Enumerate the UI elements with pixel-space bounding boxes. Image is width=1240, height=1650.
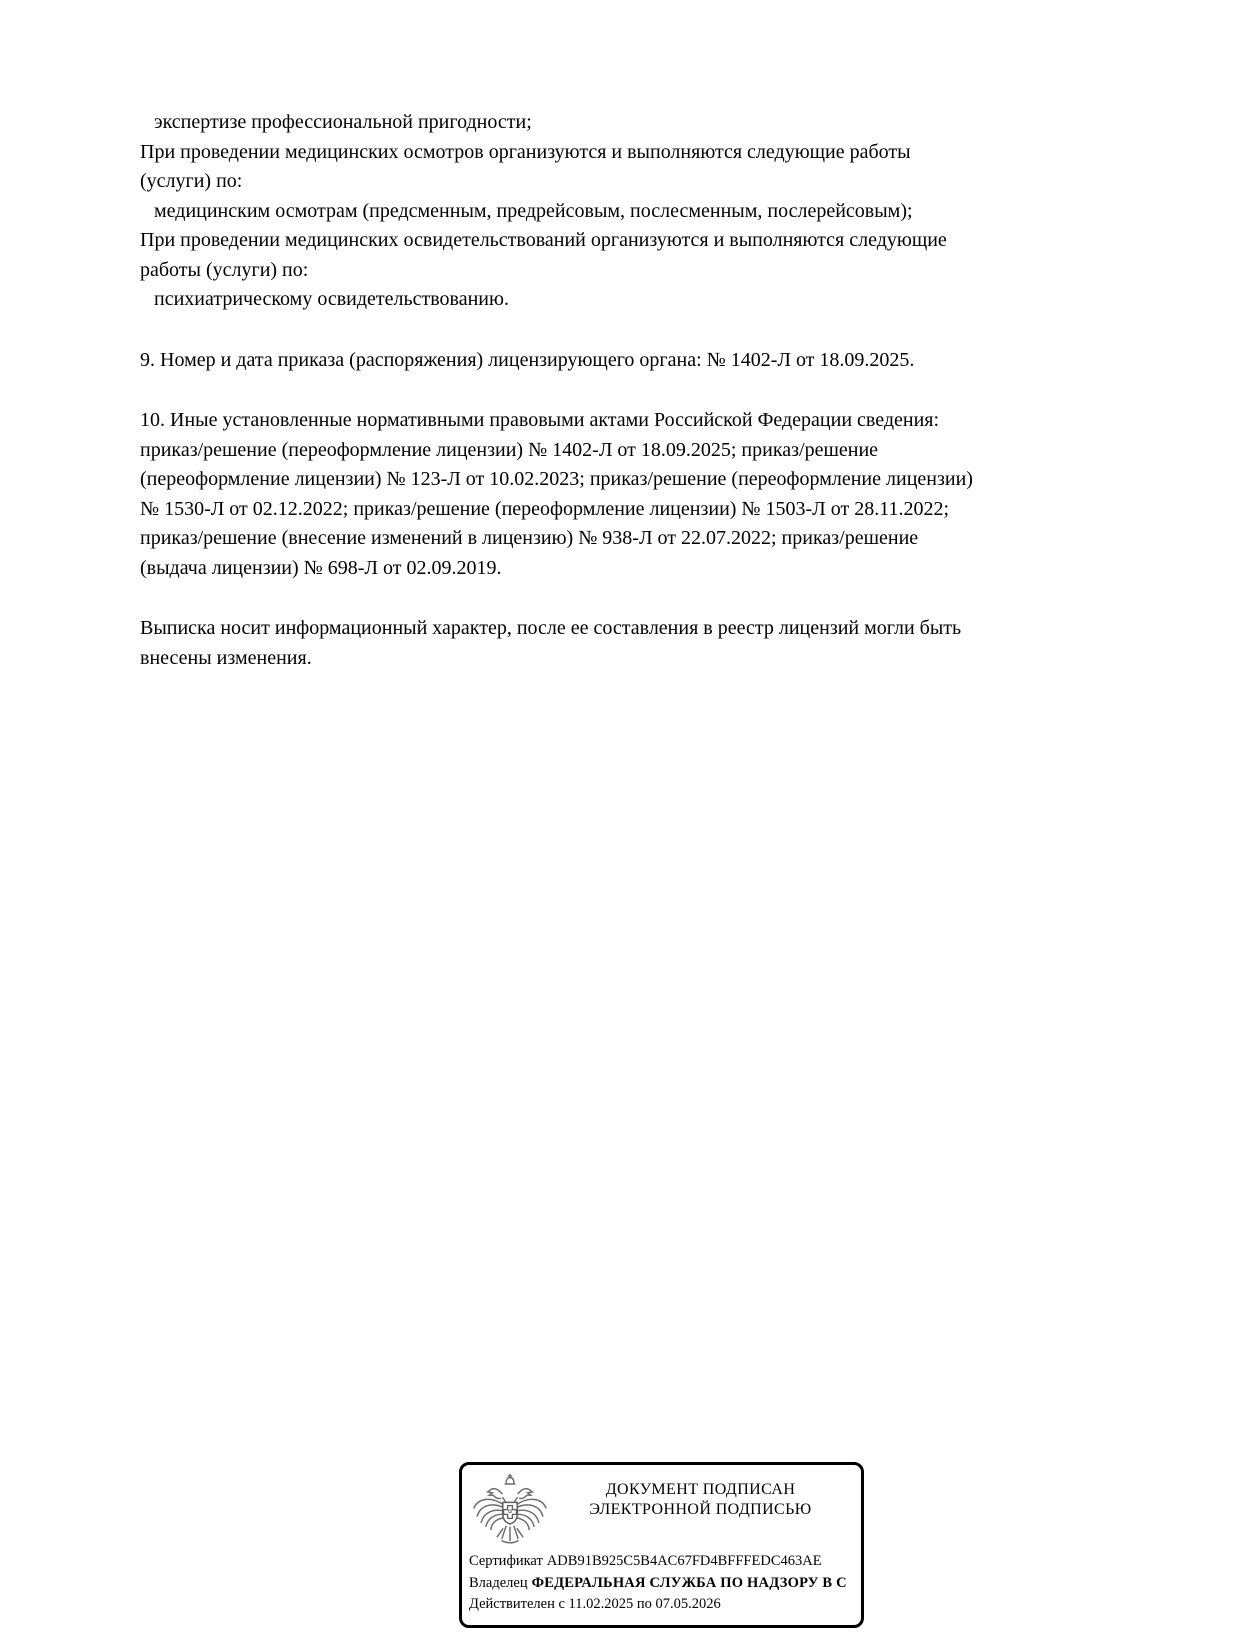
paragraph-informational-note (140, 614, 1130, 673)
roszdravnadzor-eagle-emblem-icon (470, 1472, 550, 1548)
document-line: медицинским осмотрам (предсменным, предрейсовым, послесменным, послерейсовым); (154, 199, 913, 222)
document-line: При проведении медицинских осмотров организуются и выполняются следующие работы (140, 140, 911, 163)
digital-signature-stamp (459, 1462, 864, 1628)
document-line: (услуги) по: (140, 170, 243, 192)
document-line: № 1530-Л от 02.12.2022; приказ/решение (переоформление лицензии) № 1503-Л от 28.11.2022; (140, 497, 950, 520)
owner-value: ФЕДЕРАЛЬНАЯ СЛУЖБА ПО НАДЗОРУ В С (531, 1574, 847, 1591)
paragraph-item-10 (140, 406, 1130, 583)
document-line: При проведении медицинских освидетельствований организуются и выполняются следующие (140, 229, 947, 251)
paragraph-item-9 (140, 346, 1130, 376)
document-line: психиатрическому освидетельствованию. (154, 288, 509, 310)
document-line: работы (услуги) по: (140, 258, 309, 281)
document-line: (выдача лицензии) № 698-Л от 02.09.2019. (140, 556, 502, 579)
document-line: экспертизе профессиональной пригодности; (154, 111, 532, 133)
validity-line: Действителен с 11.02.2025 по 07.05.2026 (469, 1596, 721, 1612)
document-line: приказ/решение (переоформление лицензии) № 1402-Л от 18.09.2025; приказ/решение (140, 438, 879, 461)
document-text-block (140, 108, 1130, 673)
certificate-label: Сертификат (469, 1553, 543, 1569)
owner-label: Владелец (469, 1574, 528, 1591)
document-line: Выписка носит информационный характер, после ее составления в реестр лицензий могли быть (140, 617, 962, 639)
paragraph-works-services (140, 108, 1130, 315)
document-line: 10. Иные установленные нормативными правовыми актами Российской Федерации сведения: (140, 409, 940, 431)
document-line: приказ/решение (внесение изменений в лицензию) № 938-Л от 22.07.2022; приказ/решение (140, 527, 919, 549)
document-line: внесены изменения. (140, 646, 312, 669)
stamp-header (462, 1465, 861, 1548)
certificate-value: ADB91B925C5B4AC67FD4BFFFEDC463AE (546, 1553, 822, 1569)
stamp-title-line2: ЭЛЕКТРОННОЙ ПОДПИСЬЮ (589, 1501, 812, 1518)
owner-line (469, 1573, 861, 1595)
document-line: (переоформление лицензии) № 123-Л от 10.02.2023; приказ/решение (переоформление лицензии) (140, 468, 973, 490)
certificate-line (469, 1551, 861, 1573)
stamp-details (469, 1551, 861, 1616)
stamp-title-line1: ДОКУМЕНТ ПОДПИСАН (605, 1481, 796, 1498)
document-line: 9. Номер и дата приказа (распоряжения) лицензирующего органа: № 1402-Л от 18.09.2025. (140, 348, 915, 371)
stamp-title (550, 1480, 861, 1520)
